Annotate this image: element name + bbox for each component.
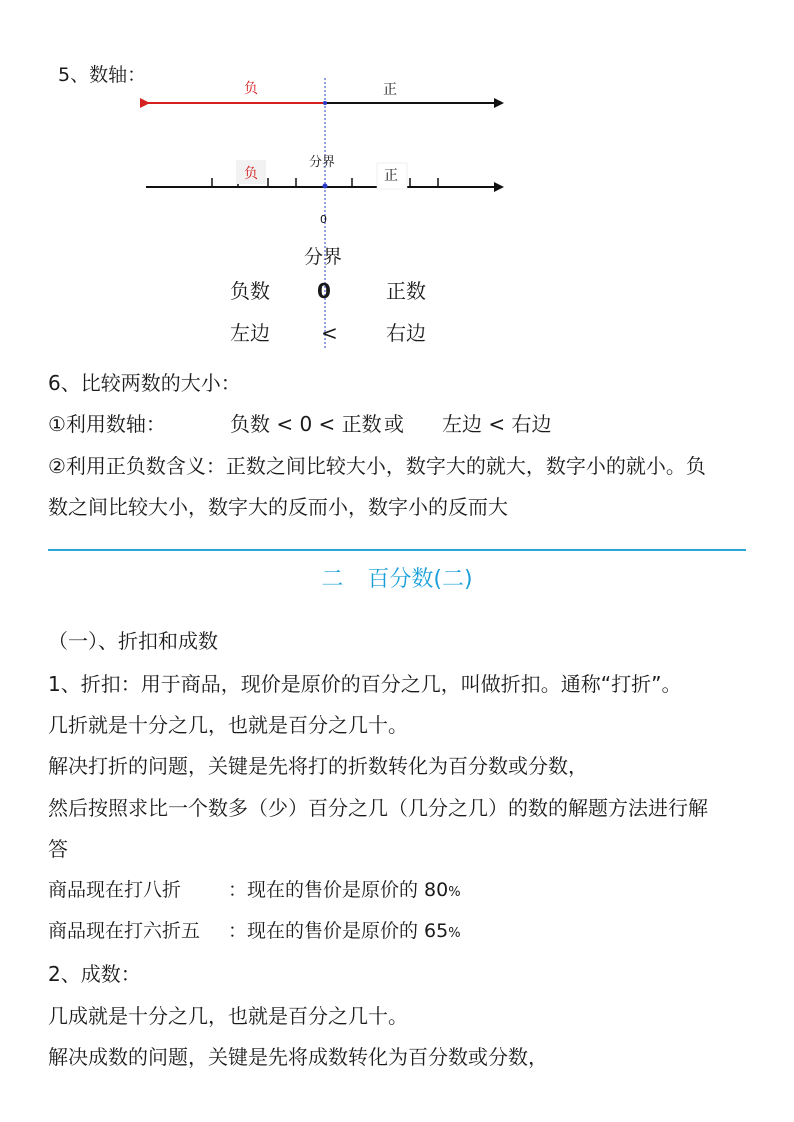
example1-percent: % — [448, 885, 461, 900]
bottom-axis-positive-label: 正 — [384, 168, 398, 184]
bottom-axis-boundary-label: 分界 — [309, 155, 336, 170]
row1-left: 负数 — [230, 279, 270, 303]
part1-heading: （一）、折扣和成数 — [48, 629, 218, 653]
chengshu-heading: 2、成数： — [48, 962, 141, 986]
discount-line5: 答 — [48, 837, 68, 861]
method2-line1: ②利用正负数含义：正数之间比较大小，数字大的就大，数字小的就小。负 — [48, 454, 706, 478]
section5-heading: 5、数轴： — [58, 64, 147, 86]
chapter-title — [0, 565, 794, 595]
example2-label: 商品现在打六折五 — [48, 920, 201, 942]
example1-label: 商品现在打八折 — [48, 879, 182, 901]
top-axis-negative-label: 负 — [244, 81, 258, 97]
top-axis-positive-label: 正 — [383, 82, 397, 98]
discount-example2 — [48, 918, 461, 947]
example1-text: ：现在的售价是原价的 80 — [228, 879, 449, 901]
discount-line3: 解决打折的问题，关键是先将打的折数转化为百分数或分数， — [48, 754, 588, 778]
discount-example1 — [48, 877, 461, 906]
chapter-name: 百分数(二) — [367, 567, 473, 592]
bottom-axis-negative-label: 负 — [244, 166, 258, 182]
example2-percent: % — [448, 926, 461, 941]
row2-left: 左边 — [230, 321, 270, 345]
section6-heading: 6、比较两数的大小： — [48, 371, 241, 395]
discount-line4: 然后按照求比一个数多（少）百分之几（几分之几）的数的解题方法进行解 — [48, 796, 708, 820]
bottom-axis-origin-dot — [323, 184, 328, 189]
method1-expr1: 负数 < 0 < 正数 — [230, 412, 382, 436]
discount-definition: 1、折扣：用于商品，现价是原价的百分之几，叫做折扣。通称“打折”。 — [48, 672, 682, 696]
chengshu-line2: 解决成数的问题，关键是先将成数转化为百分数或分数， — [48, 1045, 548, 1069]
top-axis-origin-dot — [323, 101, 327, 105]
boundary-caption: 分界 — [304, 246, 343, 268]
chengshu-line1: 几成就是十分之几，也就是百分之几十。 — [48, 1004, 408, 1028]
row2-middle: < — [321, 321, 338, 345]
method1-or: 或 — [384, 412, 404, 436]
section-divider — [48, 549, 746, 551]
example2-text: ：现在的售价是原价的 65 — [228, 920, 449, 942]
chapter-number: 二 — [321, 567, 344, 592]
number-line-diagram — [0, 0, 794, 360]
method1-prefix: ①利用数轴： — [48, 412, 166, 436]
row2-right: 右边 — [386, 321, 426, 345]
method2-line2: 数之间比较大小，数字大的反而小，数字小的反而大 — [48, 495, 508, 519]
method1-expr2: 左边 < 右边 — [442, 412, 552, 436]
discount-line2: 几折就是十分之几，也就是百分之几十。 — [48, 713, 408, 737]
row1-right: 正数 — [386, 279, 426, 303]
bottom-axis-zero-label: 0 — [320, 213, 327, 226]
row1-middle: 0 — [317, 279, 331, 303]
